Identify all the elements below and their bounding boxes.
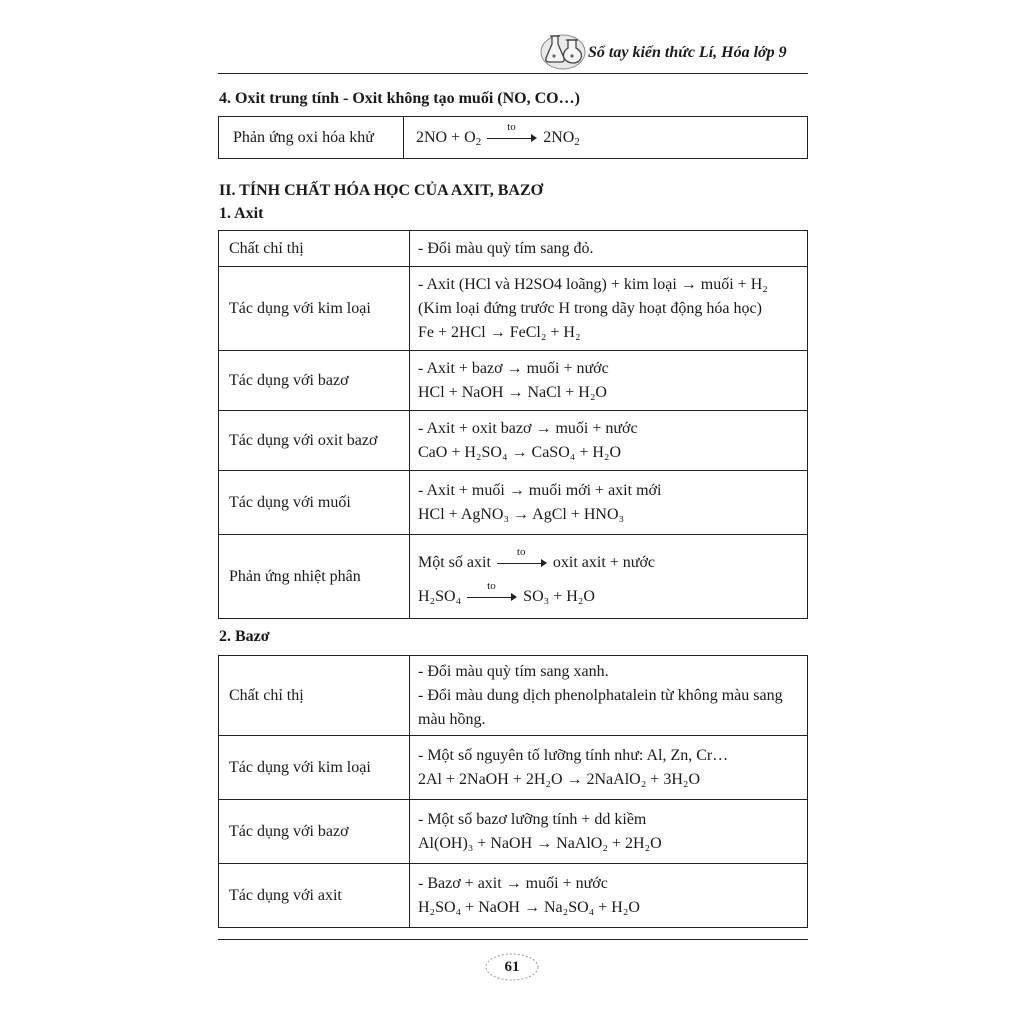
row-label: Tác dụng với muối <box>219 471 410 535</box>
row-content <box>410 535 808 619</box>
content-line: 2Al + 2NaOH + 2H₂O → 2NaAlO₂ + 3H₂O <box>418 770 700 788</box>
row-content <box>410 411 808 471</box>
row-equation <box>404 117 808 159</box>
row-label: Tác dụng với axit <box>219 864 410 928</box>
content-line: - Bazơ + axit → muối + nước <box>418 874 608 892</box>
section-4-heading: 4. Oxit trung tính - Oxit không tạo muối (NO, CO…) <box>219 90 580 107</box>
table-row <box>219 471 808 535</box>
content-line: Al(OH)₃ + NaOH → NaAlO₂ + 2H₂O <box>418 834 662 852</box>
content-line: - Đổi màu quỳ tím sang xanh. <box>418 662 609 680</box>
base-heading: 2. Bazơ <box>219 628 270 645</box>
row-content <box>410 736 808 800</box>
flask-icon <box>538 22 588 72</box>
content-line: Một số axit to oxit axit + nước <box>418 545 656 571</box>
content-line: - Một số bazơ lưỡng tính + dd kiềm <box>418 810 647 828</box>
content-line: (Kim loại đứng trước H trong dãy hoạt động hóa học) <box>418 299 762 317</box>
heat-arrow-icon: to <box>497 557 547 569</box>
heat-arrow-icon: to <box>487 132 537 144</box>
acid-heading: 1. Axit <box>219 205 264 222</box>
row-content <box>410 800 808 864</box>
oxide-table <box>218 116 808 159</box>
content-line: - Axit + oxit bazơ → muối + nước <box>418 419 638 437</box>
table-row <box>219 267 808 351</box>
row-label: Chất chỉ thị <box>219 231 410 267</box>
content-line: - Đổi màu quỳ tím sang đỏ. <box>418 239 594 257</box>
row-label: Chất chỉ thị <box>219 656 410 736</box>
row-content <box>410 471 808 535</box>
content-line: HCl + NaOH → NaCl + H₂O <box>418 383 607 401</box>
base-table <box>218 655 808 928</box>
table-row <box>219 535 808 619</box>
content-line: - Axit (HCl và H2SO4 loãng) + kim loại → muối + H₂ <box>418 275 768 293</box>
content-line: - Axit + muối → muối mới + axit mới <box>418 481 662 499</box>
page-number: 61 <box>484 952 540 982</box>
eq-right: $2NO_2$ <box>543 128 580 148</box>
table-row <box>219 800 808 864</box>
row-content <box>410 231 808 267</box>
content-line: - Axit + bazơ → muối + nước <box>418 359 609 377</box>
content-line: Fe + 2HCl → FeCl₂ + H₂ <box>418 323 581 341</box>
content-line: H₂SO₄ to SO₃ + H₂O <box>418 579 595 605</box>
table-row <box>219 656 808 736</box>
header-divider <box>218 73 808 74</box>
table-row <box>219 231 808 267</box>
row-content <box>410 656 808 736</box>
row-label: Phản ứng oxi hóa khử <box>219 117 404 159</box>
content-line: - Đổi màu dung dịch phenolphatalein từ không màu sang màu hồng. <box>418 686 783 728</box>
table-row <box>219 736 808 800</box>
content-line: HCl + AgNO₃ → AgCl + HNO₃ <box>418 505 625 523</box>
content-line: H₂SO₄ + NaOH → Na₂SO₄ + H₂O <box>418 898 640 916</box>
row-label: Tác dụng với bazơ <box>219 351 410 411</box>
row-label: Phản ứng nhiệt phân <box>219 535 410 619</box>
row-label: Tác dụng với kim loại <box>219 736 410 800</box>
row-label: Tác dụng với bazơ <box>219 800 410 864</box>
heat-arrow-icon: to <box>467 591 517 603</box>
section-ii-heading: II. TÍNH CHẤT HÓA HỌC CỦA AXIT, BAZƠ <box>219 182 544 199</box>
eq-left: $2NO + O_2$ <box>416 128 482 148</box>
row-content <box>410 351 808 411</box>
footer-divider <box>218 939 808 940</box>
table-row <box>219 117 808 159</box>
content-line: CaO + H₂SO₄ → CaSO₄ + H₂O <box>418 443 622 461</box>
table-row <box>219 411 808 471</box>
acid-table <box>218 230 808 619</box>
row-label: Tác dụng với kim loại <box>219 267 410 351</box>
table-row <box>219 864 808 928</box>
row-label: Tác dụng với oxit bazơ <box>219 411 410 471</box>
row-content <box>410 267 808 351</box>
table-row <box>219 351 808 411</box>
row-content <box>410 864 808 928</box>
header-title: Sổ tay kiến thức Lí, Hóa lớp 9 <box>588 44 787 61</box>
content-line: - Một số nguyên tố lưỡng tính như: Al, Zn, Cr… <box>418 746 729 764</box>
